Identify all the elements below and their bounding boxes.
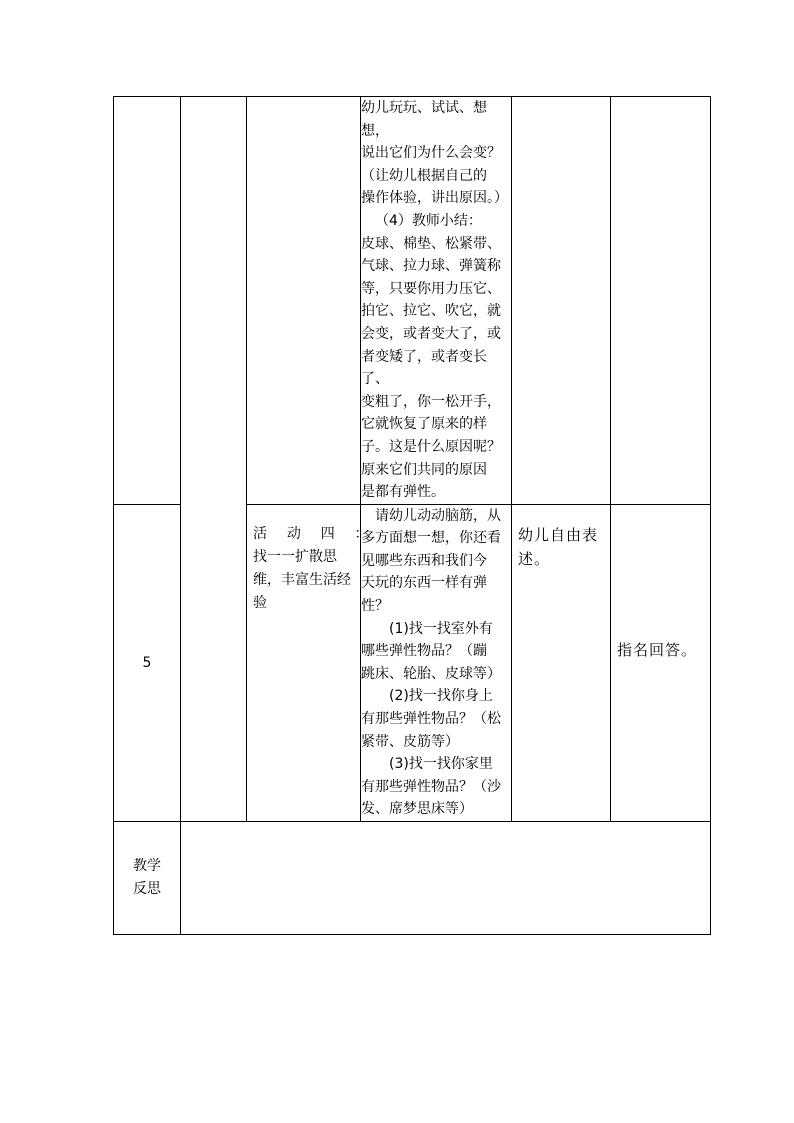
child-response-cell xyxy=(512,504,611,821)
process-line: (2)找一找你身上 xyxy=(389,688,493,705)
activity-description: 找一一扩散思维，丰富生活经验 xyxy=(253,548,351,611)
activity-title: 活 动 四 ： xyxy=(253,525,377,542)
child-response-text: 幼儿自由表述。 xyxy=(518,525,599,568)
process-line: 请幼儿动动脑筋，从 xyxy=(375,507,501,524)
child-response-cell xyxy=(512,97,611,505)
activity-cell xyxy=(247,97,361,505)
process-line: 跳床、轮胎、皮球等） xyxy=(361,665,501,682)
process-line: 操作体验，讲出原因。） xyxy=(361,190,508,207)
process-line: (1)找一找室外有 xyxy=(389,620,493,637)
process-line: 见哪些东西和我们今 xyxy=(361,552,487,569)
process-line: 原来它们共同的原因 xyxy=(361,461,487,478)
process-line: （让幼儿根据自己的 xyxy=(361,167,487,184)
note-cell xyxy=(611,97,711,505)
process-line: 说出它们为什么会变？ xyxy=(361,145,501,162)
process-line: 发、席梦思床等） xyxy=(361,801,473,818)
process-line: 有那些弹性物品？（沙 xyxy=(361,778,501,795)
note-cell xyxy=(611,504,711,821)
process-line: 是都有弹性。 xyxy=(361,484,445,501)
reflection-content-cell[interactable] xyxy=(181,822,711,935)
process-line: (3)找一找你家里 xyxy=(389,756,493,773)
process-line: 多方面想一想，你还看 xyxy=(361,530,501,547)
process-line: 有那些弹性物品？（松 xyxy=(361,711,501,728)
reflection-label-cell xyxy=(114,822,181,935)
number-cell xyxy=(114,97,181,505)
table-row xyxy=(114,97,711,505)
lesson-plan-table xyxy=(113,96,711,935)
process-line: 子。这是什么原因呢？ xyxy=(361,438,501,455)
process-line: 皮球、棉垫、松紧带、 xyxy=(361,235,501,252)
process-line: 变粗了，你一松开手， xyxy=(361,393,501,410)
process-line: 气球、拉力球、弹簧称 xyxy=(361,258,501,275)
process-line: 幼儿玩玩、试试、想想， xyxy=(361,100,487,139)
process-cell xyxy=(361,97,512,505)
process-line: 拍它、拉它、吹它，就 xyxy=(361,303,501,320)
process-line: 紧带、皮筋等） xyxy=(361,733,459,750)
reflection-label-line: 教学 xyxy=(133,858,161,875)
process-line: 会变，或者变大了，或 xyxy=(361,325,501,342)
process-line: （4）教师小结： xyxy=(375,212,482,229)
process-line: 等，只要你用力压它、 xyxy=(361,280,501,297)
process-cell xyxy=(361,504,512,821)
table-row xyxy=(114,822,711,935)
note-text: 指名回答。 xyxy=(617,640,698,659)
process-line: 天玩的东西一样有弹 xyxy=(361,575,487,592)
activity-cell xyxy=(247,504,377,821)
process-line: 哪些弹性物品？（蹦 xyxy=(361,643,487,660)
empty-column-cell xyxy=(181,97,247,822)
process-line: 性？ xyxy=(361,598,389,615)
reflection-label-line: 反思 xyxy=(133,881,161,897)
process-line: 它就恢复了原来的样 xyxy=(361,416,487,433)
step-number: 5 xyxy=(114,504,181,821)
process-line: 者变矮了，或者变长了、 xyxy=(361,348,487,388)
